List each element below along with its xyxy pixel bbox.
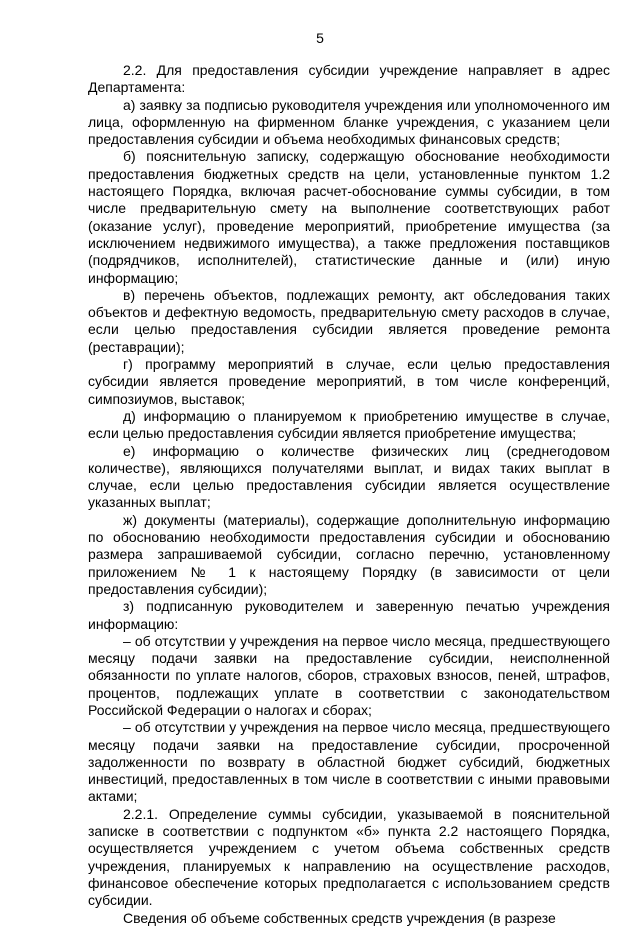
paragraph-item-a: а) заявку за подписью руководителя учреждения или уполномоченного им лица, оформленную на фирменном бланке учреждения, с указанием цели предоставления субсидии и объема необходимых финансовых средств; — [88, 96, 610, 148]
paragraph-item-e: е) информацию о количестве физических лиц (среднегодовом количестве), являющихся получателями выплат, и видах таких выплат в случае, если целью предоставления субсидии является осуществление указанных выплат; — [88, 442, 610, 511]
paragraph-item-d: д) информацию о планируемом к приобретению имуществе в случае, если целью предоставления субсидии является приобретение имущества; — [88, 407, 610, 442]
paragraph-2-2: 2.2. Для предоставления субсидии учреждение направляет в адрес Департамента: — [88, 62, 610, 96]
paragraph-dash-debt: – об отсутствии у учреждения на первое число месяца, предшествующего месяцу подачи заявки на предоставление субсидии, просроченной задолженности по возврату в областной бюджет субсидий, бюджетных инвестиций, предоставленных в том числе в соответствии с иными правовыми актами; — [88, 719, 610, 805]
paragraph-own-funds: Сведения об объеме собственных средств учреждения (в разрезе — [123, 909, 556, 926]
paragraph-dash-taxes: – об отсутствии у учреждения на первое число месяца, предшествующего месяцу подачи заявки на предоставление субсидии, неисполненной обязанности по уплате налогов, сборов, страховых взносов, пеней, штрафов, процентов, подлежащих уплате в соответствии с законодательством Российской Федерации о налогах и сборах; — [88, 632, 610, 718]
document-body — [88, 62, 610, 927]
paragraph-item-v: в) перечень объектов, подлежащих ремонту, акт обследования таких объектов и дефектную ведомость, предварительную смету расходов в случае, если целью предоставления субсидии является проведение ремонта (реставрации); — [88, 286, 610, 355]
paragraph-item-z: з) подписанную руководителем и заверенную печатью учреждения информацию: — [88, 598, 610, 632]
page-number: 5 — [316, 30, 324, 46]
paragraph-2-2-1: 2.2.1. Определение суммы субсидии, указываемой в пояснительной записке в соответствии с подпунктом «б» пункта 2.2 настоящего Порядка, осуществляется учреждением с учетом объема собственных средств учреждения, планируемых к направлению на осуществление расходов, финансовое обеспечение которых предполагается с использованием средств субсидии. — [88, 805, 610, 909]
paragraph-item-zh: ж) документы (материалы), содержащие дополнительную информацию по обоснованию необходимости предоставления субсидии и обоснованию размера запрашиваемой субсидии, согласно перечню, установленному приложением № 1 к настоящему Порядку (в зависимости от цели предоставления субсидии); — [88, 511, 610, 597]
paragraph-item-g: г) программу мероприятий в случае, если целью предоставления субсидии является проведение мероприятий, в том числе конференций, симпозиумов, выставок; — [88, 356, 610, 407]
paragraph-item-b: б) пояснительную записку, содержащую обоснование необходимости предоставления бюджетных средств на цели, установленные пунктом 1.2 настоящего Порядка, включая расчет-обоснование суммы субсидии, в том числе предварительную смету на выполнение соответствующих работ (оказание услуг), проведение мероприятий, приобретение имущества (за исключением недвижимого имущества), а также предложения поставщиков (подрядчиков, исполнителей), статистические данные и (или) иную информацию; — [88, 148, 610, 286]
